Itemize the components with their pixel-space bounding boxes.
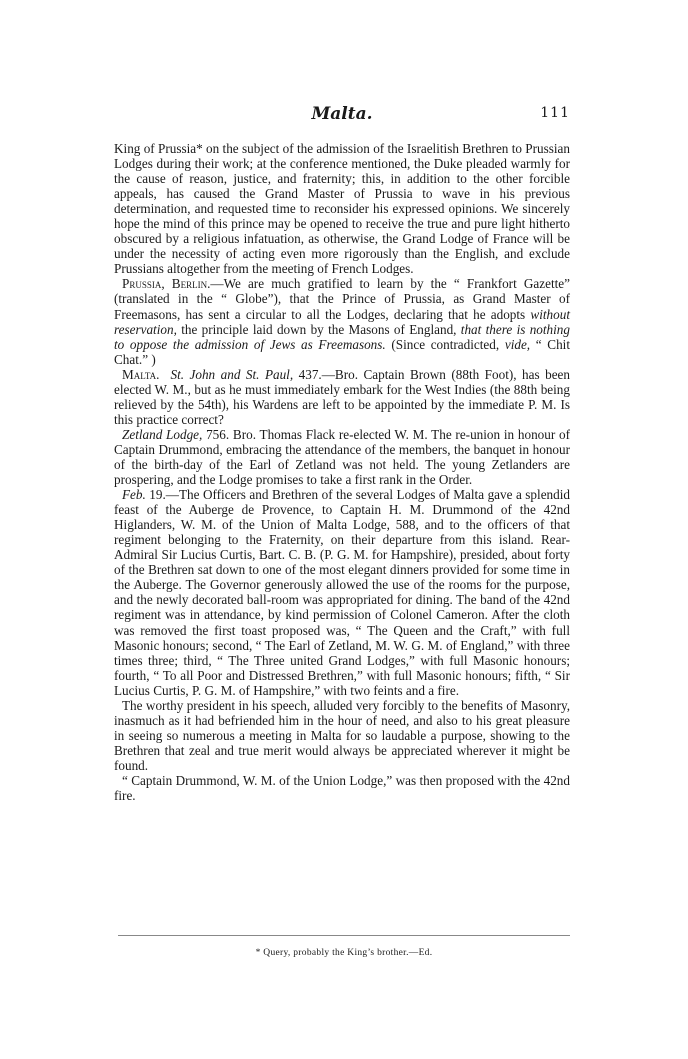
footnote-rule xyxy=(118,935,570,936)
paragraph-israelitish-brethren: King of Prussia* on the subject of the admission of the Israelitish Brethren to Prussian Lodges during their work; at the conference mentioned, the Duke pleaded warmly for the cause of reason, justice, and fraternity; this, in addition to the other forcible appeals, has caused the Grand Master of Prussia to wave in his previous determination, and requested time to reconsider his expressed opinions. We sincerely hope the mind of this prince may be opened to receive the true and pure light hitherto obscured by a religious infatuation, as otherwise, the Grand Lodge of France will be under the necessity of acting even more rigorously than the English, and exclude Prussians altogether from the meeting of French Lodges. xyxy=(114,141,570,277)
paragraph-feb-19: Feb. 19.—The Officers and Brethren of the several Lodges of Malta gave a splendid feast of the Auberge de Provence, to Captain H. M. Drummond of the 42nd Higlanders, W. M. of the Union of Malta Lodge, 588, and to the officers of that regiment belonging to the Fraternity, on their departure from this island. Rear-Admiral Sir Lucius Curtis, Bart. C. B. (P. G. M. for Hampshire), presided, about forty of the Brethren sat down to one of the most elegant dinners provided for some time in the Auberge. The Governor generously allowed the use of the rooms for the purpose, and the newly decorated ball-room was appropriated for dining. The band of the 42nd regiment was in attendance, by kind permission of Colonel Cameron. After the cloth was removed the first toast proposed was, “ The Queen and the Craft,” with full Masonic honours; second, “ The Earl of Zetland, M. W. G. M. of England,” with three times three; third, “ The Three united Grand Lodges,” with full Masonic honours; fourth, “ To all Poor and Distressed Brethren,” with full Masonic honours; fifth, “ Sir Lucius Curtis, P. G. M. of Hampshire,” with two feints and a fire. xyxy=(114,487,570,698)
running-title: Malta. xyxy=(311,104,373,124)
paragraph-captain-drummond: “ Captain Drummond, W. M. of the Union Lodge,” was then proposed with the 42nd fire. xyxy=(114,772,570,804)
paragraph-zetland-lodge: Zetland Lodge, 756. Bro. Thomas Flack re-elected W. M. The re-union in honour of Captain Drummond, embracing the attendance of the members, the banquet in honour of the birth-day of the Earl of Zetland was not held. The young Zetlanders are prospering, and the Lodge promises to take a first rank in the Order. xyxy=(114,426,570,488)
section-heading-malta: Malta. xyxy=(122,366,160,382)
body-text xyxy=(114,141,570,803)
section-heading-prussia-berlin: Prussia, Berlin. xyxy=(122,276,211,292)
page-header xyxy=(114,104,570,124)
footnote: * Query, probably the King’s brother.—Ed. xyxy=(255,948,433,958)
paragraph-prussia-berlin: Prussia, Berlin.—We are much gratified to learn by the “ Frankfort Gazette” (translated in the “ Globe”), that the Prince of Prussia, as Grand Master of Freemasons, has sent a circular to all the Lodges, declaring that he adopts without reservation, the principle laid down by the Masons of England, that there is nothing to oppose the admission of Jews as Freemasons. (Since contradicted, vide, “ Chit Chat.” ) xyxy=(114,276,570,367)
paragraph-malta: Malta. St. John and St. Paul, 437.—Bro. Captain Brown (88th Foot), has been elected W. M., but as he must immediately embark for the West Indies (the 88th being relieved by the 54th), his Wardens are left to be appointed by the immediate P. M. Is this practice correct? xyxy=(114,366,571,427)
page-number: 111 xyxy=(540,105,570,121)
paragraph-worthy-president: The worthy president in his speech, alluded very forcibly to the benefits of Masonry, inasmuch as it had befriended him in the hour of need, and also to his great pleasure in seeing so numerous a meeting in Malta for so laudable a purpose, showing to the Brethren that zeal and true merit would always be appreciated wherever it might be found. xyxy=(114,697,570,773)
